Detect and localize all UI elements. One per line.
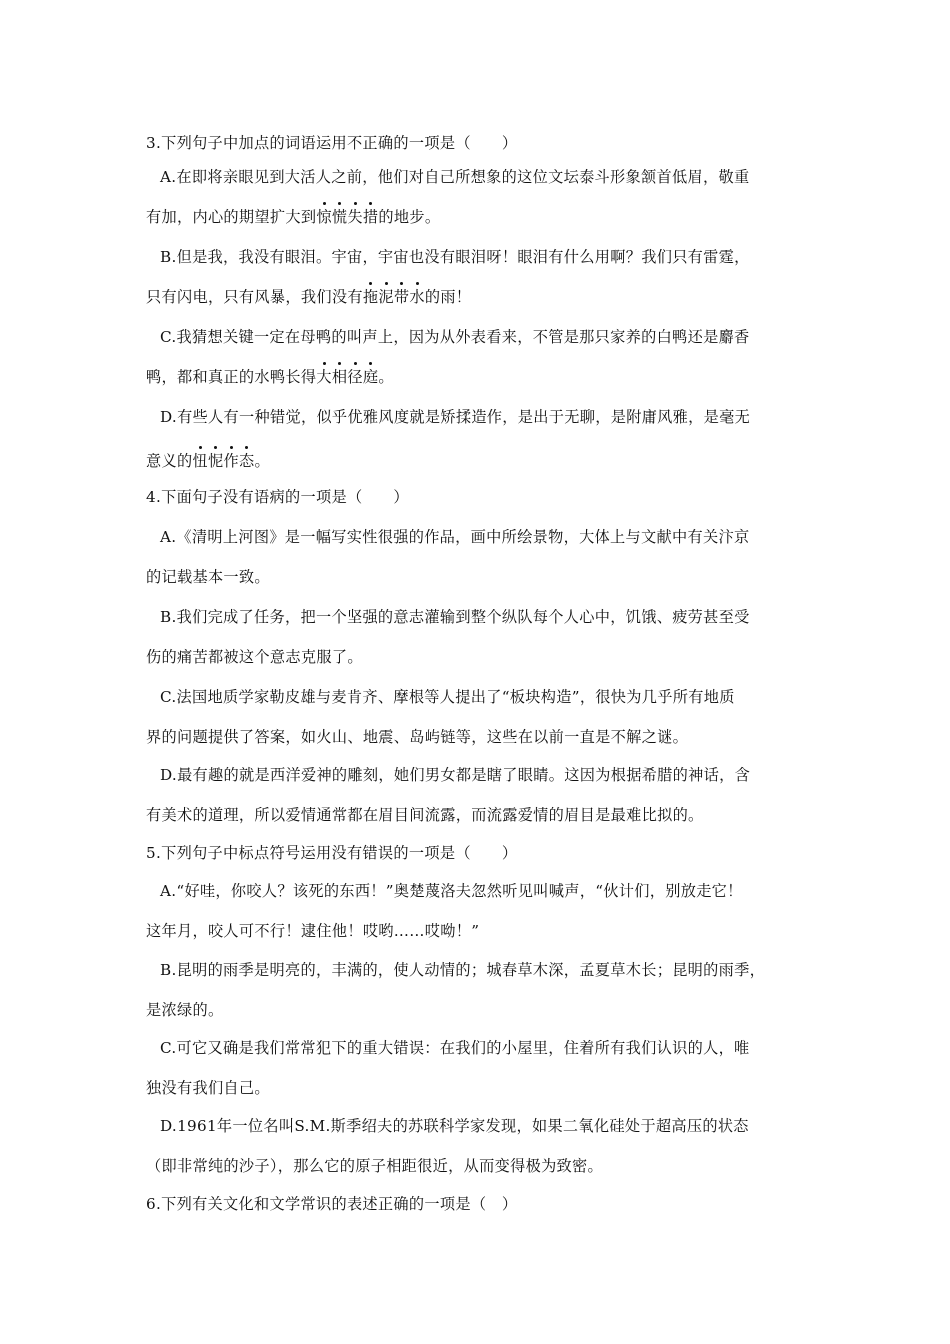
q4-option-c-line2: 界的问题提供了答案，如火山、地震、岛屿链等，这些在以前一直是不解之谜。 — [146, 728, 689, 746]
q4-option-a-line1: A.《清明上河图》是一幅写实性很强的作品，画中所绘景物，大体上与文献中有关汴京 — [160, 528, 750, 546]
q5-option-b-line1: B.昆明的雨季是明亮的，丰满的，使人动情的；城春草木深，孟夏草木长；昆明的雨季， — [160, 961, 766, 979]
q3-option-a-line1: A.在即将亲眼见到大活人之前，他们对自己所想象的这位文坛泰斗形象颔首低眉，敬重 — [160, 168, 750, 186]
q4-option-d-line2: 有美术的道理，所以爱情通常都在眉目间流露，而流露爱情的眉目是最难比拟的。 — [146, 806, 704, 824]
q3-option-d-line2 — [146, 451, 270, 471]
q3-b-pre: 只有闪电，只有风暴，我们没有 — [146, 288, 363, 306]
emphasis-char: 大 — [316, 368, 332, 386]
q3-d-pre: 意义的 — [146, 452, 193, 470]
emphasis-char: 失 — [347, 208, 363, 226]
emphasis-char: 忸 — [192, 452, 208, 470]
q3-option-c-line2 — [146, 367, 394, 387]
q3-option-c-line1: C.我猜想关键一定在母鸭的叫声上，因为从外表看来，不管是那只家养的白鸭还是麝香 — [160, 328, 750, 346]
q3-option-d-line1: D.有些人有一种错觉，似乎优雅风度就是矫揉造作，是出于无聊，是附庸风雅，是毫无 — [160, 408, 751, 426]
emphasis-char: 拖 — [362, 288, 379, 306]
q3-a-pre: 有加，内心的期望扩大到 — [146, 208, 317, 226]
q5-option-d-line1: D.1961年一位名叫S.M.斯季绍夫的苏联科学家发现，如果二氧化硅处于超高压的状态 — [160, 1117, 749, 1135]
emphasis-char: 带 — [393, 288, 410, 306]
q5-option-a-line1: A.“好哇，你咬人？该死的东西！”奥楚蔑洛夫忽然听见叫喊声，“伙计们，别放走它！ — [160, 882, 743, 900]
q4-option-a-line2: 的记载基本一致。 — [146, 568, 270, 586]
emphasis-char: 慌 — [331, 208, 348, 226]
q3-c-pre: 鸭，都和真正的水鸭长得 — [146, 368, 317, 386]
q5-option-c-line1: C.可它又确是我们常常犯下的重大错误：在我们的小屋里，住着所有我们认识的人，唯 — [160, 1039, 750, 1057]
question-3-stem: 3.下列句子中加点的词语运用不正确的一项是（ ） — [146, 134, 518, 152]
q3-c-post: 。 — [378, 368, 394, 386]
q4-option-d-line1: D.最有趣的就是西洋爱神的雕刻，她们男女都是瞎了眼睛。这因为根据希腊的神话，含 — [160, 766, 751, 784]
emphasis-char: 庭 — [362, 368, 379, 386]
q3-a-post: 的地步。 — [378, 208, 441, 226]
q5-option-a-line2: 这年月，咬人可不行！逮住他！哎哟……哎呦！” — [146, 922, 480, 940]
q3-option-a-line2 — [146, 207, 440, 227]
q3-option-b-line1: B.但是我，我没有眼泪。宇宙，宇宙也没有眼泪呀！眼泪有什么用啊？我们只有雷霆， — [160, 248, 750, 266]
q4-option-b-line1: B.我们完成了任务，把一个坚强的意志灌输到整个纵队每个人心中，饥饿、疲劳甚至受 — [160, 608, 750, 626]
emphasis-char: 惊 — [316, 208, 332, 226]
q5-option-d-line2: （即非常纯的沙子），那么它的原子相距很近，从而变得极为致密。 — [146, 1157, 604, 1175]
q5-option-c-line2: 独没有我们自己。 — [146, 1079, 270, 1097]
emphasis-char: 怩 — [207, 452, 224, 470]
emphasis-char: 水 — [409, 288, 425, 306]
question-6-stem: 6.下列有关文化和文学常识的表述正确的一项是（ ） — [146, 1195, 518, 1213]
question-5-stem: 5.下列句子中标点符号运用没有错误的一项是（ ） — [146, 844, 518, 862]
emphasis-char: 泥 — [378, 288, 394, 306]
q3-option-b-line2 — [146, 287, 471, 307]
emphasis-char: 相 — [331, 368, 348, 386]
q5-option-b-line2: 是浓绿的。 — [146, 1001, 224, 1019]
emphasis-char: 措 — [362, 208, 379, 226]
q3-d-post: 。 — [254, 452, 270, 470]
emphasis-char: 径 — [347, 368, 363, 386]
emphasis-char: 态 — [238, 452, 255, 470]
question-4-stem: 4.下面句子没有语病的一项是（ ） — [146, 488, 409, 506]
emphasis-char: 作 — [223, 452, 239, 470]
q4-option-b-line2: 伤的痛苦都被这个意志克服了。 — [146, 648, 363, 666]
q3-b-post: 的雨！ — [424, 288, 472, 306]
q4-option-c-line1: C.法国地质学家勒皮雄与麦肯齐、摩根等人提出了“板块构造”，很快为几乎所有地质 — [160, 688, 735, 706]
